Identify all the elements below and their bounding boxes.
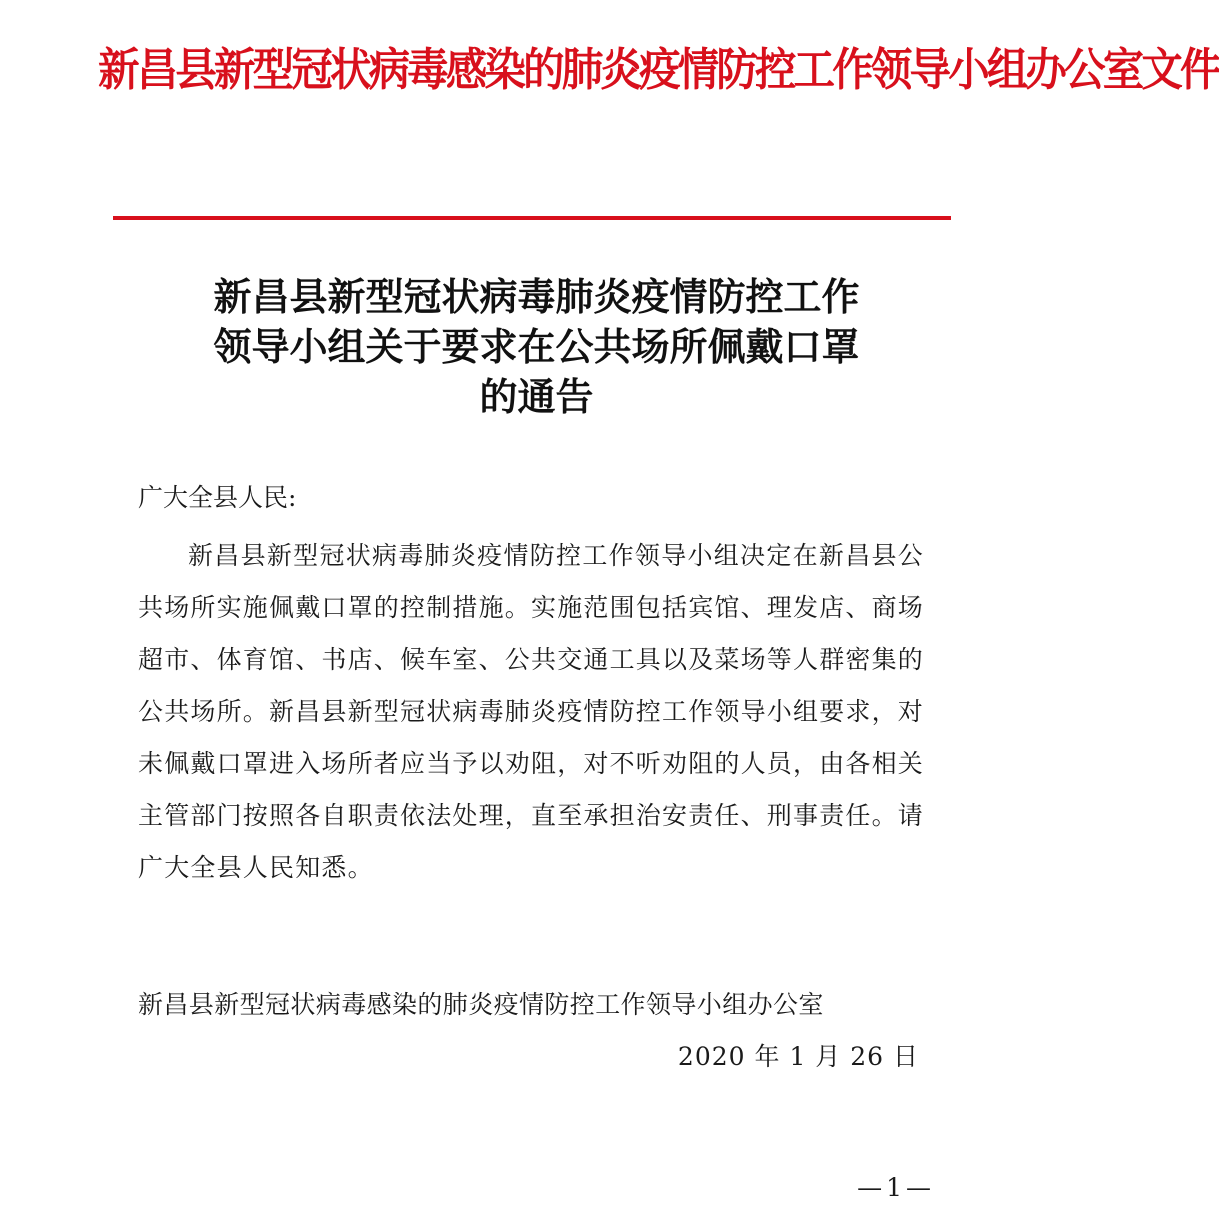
notice-title-line-2: 领导小组关于要求在公共场所佩戴口罩 bbox=[213, 324, 860, 369]
page-number: —1— bbox=[857, 1173, 935, 1202]
notice-title-line-3: 的通告 bbox=[479, 374, 594, 419]
notice-title-line-1: 新昌县新型冠状病毒肺炎疫情防控工作 bbox=[213, 274, 860, 319]
issuing-office-signature: 新昌县新型冠状病毒感染的肺炎疫情防控工作领导小组办公室 bbox=[138, 990, 824, 1019]
letterhead-title: 新昌县新型冠状病毒感染的肺炎疫情防控工作领导小组办公室文件 bbox=[98, 43, 1219, 96]
notice-body-paragraph: 新昌县新型冠状病毒肺炎疫情防控工作领导小组决定在新昌县公共场所实施佩戴口罩的控制措施。实施范围包括宾馆、理发店、商场超市、体育馆、书店、候车室、公共交通工具以及菜场等人群密集的公共场所。新昌县新型冠状病毒肺炎疫情防控工作领导小组要求，对未佩戴口罩进入场所者应当予以劝阻，对不听劝阻的人员，由各相关主管部门按照各自职责依法处理，直至承担治安责任、刑事责任。请广大全县人民知悉。 bbox=[138, 541, 925, 882]
issue-date: 2020 年 1 月 26 日 bbox=[677, 1042, 919, 1071]
letterhead-red-rule bbox=[113, 216, 951, 220]
salutation: 广大全县人民: bbox=[138, 483, 297, 512]
notice-title bbox=[100, 272, 973, 422]
